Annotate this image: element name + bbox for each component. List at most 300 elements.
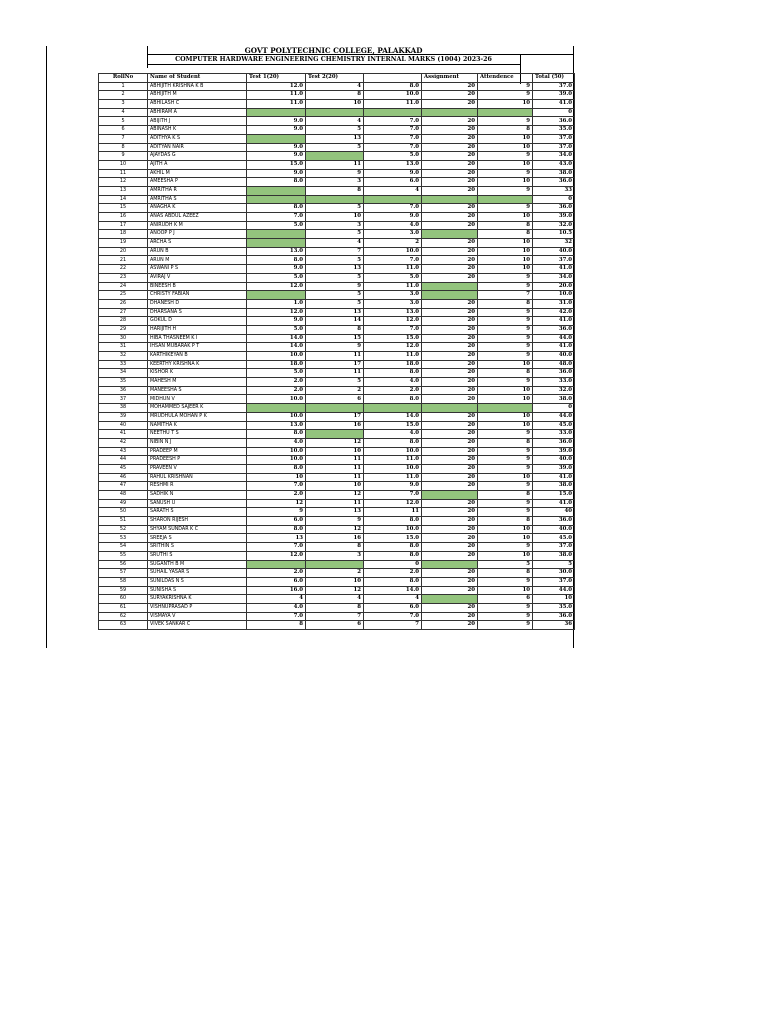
cell-test2: 5 <box>306 143 364 152</box>
cell-attendence: 10 <box>478 247 533 256</box>
cell-assignment: 20 <box>422 438 478 447</box>
cell-name: ABHIRAM A <box>148 108 247 117</box>
cell-name: SREEJA S <box>148 534 247 543</box>
cell-total: 40.0 <box>533 456 575 465</box>
cell-test1: 10.0 <box>247 352 306 361</box>
cell-best-of-tests: 5.0 <box>364 152 422 161</box>
cell-rollno: 32 <box>99 352 148 361</box>
cell-test1: 8.0 <box>247 204 306 213</box>
cell-rollno: 14 <box>99 195 148 204</box>
cell-total: 40.0 <box>533 247 575 256</box>
cell-test1 <box>247 239 306 248</box>
table-row <box>99 169 575 178</box>
table-row <box>99 482 575 491</box>
cell-total: 10.0 <box>533 291 575 300</box>
cell-test2: 4 <box>306 239 364 248</box>
cell-rollno: 9 <box>99 152 148 161</box>
cell-test1 <box>247 291 306 300</box>
cell-assignment: 20 <box>422 126 478 135</box>
table-row <box>99 447 575 456</box>
cell-best-of-tests: 5.0 <box>364 273 422 282</box>
table-row <box>99 282 575 291</box>
cell-test1: 10.0 <box>247 447 306 456</box>
cell-name: MANEESHA S <box>148 386 247 395</box>
cell-rollno: 41 <box>99 430 148 439</box>
table-row <box>99 317 575 326</box>
table-row <box>99 430 575 439</box>
cell-best-of-tests: 15.0 <box>364 421 422 430</box>
cell-test2: 11 <box>306 456 364 465</box>
table-row <box>99 325 575 334</box>
cell-rollno: 16 <box>99 213 148 222</box>
cell-attendence: 9 <box>478 577 533 586</box>
cell-assignment: 20 <box>422 621 478 630</box>
cell-assignment: 20 <box>422 369 478 378</box>
cell-total: 38.0 <box>533 169 575 178</box>
cell-rollno: 25 <box>99 291 148 300</box>
cell-test1: 9 <box>247 508 306 517</box>
cell-test1: 8.0 <box>247 256 306 265</box>
cell-assignment: 20 <box>422 499 478 508</box>
cell-assignment: 20 <box>422 308 478 317</box>
cell-total: 34.0 <box>533 152 575 161</box>
cell-total: 31.0 <box>533 299 575 308</box>
table-row <box>99 334 575 343</box>
cell-total: 41.0 <box>533 499 575 508</box>
table-row <box>99 247 575 256</box>
cell-assignment <box>422 230 478 239</box>
cell-name: PRADEESH P <box>148 456 247 465</box>
cell-rollno: 5 <box>99 117 148 126</box>
cell-best-of-tests: 18.0 <box>364 360 422 369</box>
cell-test1: 9.0 <box>247 169 306 178</box>
cell-test2: 10 <box>306 213 364 222</box>
cell-test1: 10.0 <box>247 456 306 465</box>
cell-test1: 1.0 <box>247 299 306 308</box>
cell-best-of-tests: 2.0 <box>364 569 422 578</box>
cell-name: SHYAM SUNDAR K C <box>148 525 247 534</box>
cell-test2: 12 <box>306 525 364 534</box>
cell-test1: 2.0 <box>247 378 306 387</box>
cell-name: NEETHU T S <box>148 430 247 439</box>
cell-test1: 8.0 <box>247 525 306 534</box>
cell-test1: 7.0 <box>247 612 306 621</box>
cell-test2: 13 <box>306 508 364 517</box>
cell-assignment: 20 <box>422 91 478 100</box>
cell-test2: 3 <box>306 178 364 187</box>
cell-attendence: 10 <box>478 395 533 404</box>
cell-test1 <box>247 134 306 143</box>
cell-test2: 9 <box>306 282 364 291</box>
cell-name: MRUDHULA MOHAN P K <box>148 412 247 421</box>
cell-attendence: 8 <box>478 517 533 526</box>
cell-assignment: 20 <box>422 213 478 222</box>
cell-best-of-tests: 4.0 <box>364 378 422 387</box>
cell-rollno: 21 <box>99 256 148 265</box>
table-row <box>99 560 575 569</box>
table-row <box>99 378 575 387</box>
cell-test1: 4.0 <box>247 603 306 612</box>
cell-assignment: 20 <box>422 152 478 161</box>
cell-assignment: 20 <box>422 543 478 552</box>
cell-test2: 11 <box>306 473 364 482</box>
cell-assignment: 20 <box>422 143 478 152</box>
cell-best-of-tests: 6.0 <box>364 603 422 612</box>
cell-rollno: 56 <box>99 560 148 569</box>
cell-test2: 7 <box>306 612 364 621</box>
cell-assignment: 20 <box>422 430 478 439</box>
table-row <box>99 412 575 421</box>
cell-rollno: 30 <box>99 334 148 343</box>
cell-best-of-tests <box>364 108 422 117</box>
cell-test2: 5 <box>306 256 364 265</box>
cell-test2: 14 <box>306 317 364 326</box>
cell-assignment: 20 <box>422 464 478 473</box>
cell-assignment: 20 <box>422 612 478 621</box>
cell-test2: 16 <box>306 421 364 430</box>
table-row <box>99 491 575 500</box>
cell-total: 5 <box>533 560 575 569</box>
cell-name: ANOOP P J <box>148 230 247 239</box>
cell-assignment <box>422 282 478 291</box>
cell-rollno: 20 <box>99 247 148 256</box>
cell-best-of-tests: 12.0 <box>364 499 422 508</box>
cell-total: 30.0 <box>533 569 575 578</box>
cell-total: 15.0 <box>533 491 575 500</box>
cell-best-of-tests: 4 <box>364 186 422 195</box>
cell-best-of-tests: 12.0 <box>364 343 422 352</box>
cell-rollno: 50 <box>99 508 148 517</box>
cell-test2: 8 <box>306 603 364 612</box>
cell-best-of-tests: 2.0 <box>364 386 422 395</box>
cell-attendence: 10 <box>478 256 533 265</box>
cell-name: KEERTHY KRISHNA K <box>148 360 247 369</box>
cell-best-of-tests: 2 <box>364 239 422 248</box>
cell-best-of-tests: 8.0 <box>364 577 422 586</box>
cell-best-of-tests: 13.0 <box>364 160 422 169</box>
cell-total: 36 <box>533 621 575 630</box>
cell-test1: 13 <box>247 534 306 543</box>
cell-test2: 4 <box>306 595 364 604</box>
table-row <box>99 534 575 543</box>
cell-rollno: 42 <box>99 438 148 447</box>
table-header-row <box>99 74 575 83</box>
cell-test1: 13.0 <box>247 247 306 256</box>
cell-name: ARUN B <box>148 247 247 256</box>
cell-best-of-tests: 11.0 <box>364 100 422 109</box>
cell-test2: 10 <box>306 447 364 456</box>
cell-rollno: 18 <box>99 230 148 239</box>
cell-test1: 6.0 <box>247 577 306 586</box>
cell-attendence: 9 <box>478 464 533 473</box>
cell-total: 41.0 <box>533 100 575 109</box>
cell-attendence: 10 <box>478 473 533 482</box>
cell-test1: 4 <box>247 595 306 604</box>
cell-best-of-tests: 9.0 <box>364 169 422 178</box>
cell-test1: 7.0 <box>247 482 306 491</box>
cell-assignment: 20 <box>422 317 478 326</box>
cell-rollno: 35 <box>99 378 148 387</box>
cell-test1: 7.0 <box>247 213 306 222</box>
cell-assignment: 20 <box>422 160 478 169</box>
table-row <box>99 438 575 447</box>
table-row <box>99 464 575 473</box>
cell-name: ABIJITH J <box>148 117 247 126</box>
cell-rollno: 19 <box>99 239 148 248</box>
cell-total: 37.0 <box>533 543 575 552</box>
table-row <box>99 256 575 265</box>
cell-attendence: 9 <box>478 352 533 361</box>
cell-total: 36.0 <box>533 325 575 334</box>
table-row <box>99 108 575 117</box>
cell-test1: 15.0 <box>247 160 306 169</box>
table-row <box>99 499 575 508</box>
table-row <box>99 308 575 317</box>
cell-attendence: 8 <box>478 369 533 378</box>
cell-test2: 8 <box>306 91 364 100</box>
cell-attendence: 9 <box>478 204 533 213</box>
cell-best-of-tests: 10.0 <box>364 464 422 473</box>
cell-name: ABHILASH C <box>148 100 247 109</box>
cell-name: HIBA THASNEEM K I <box>148 334 247 343</box>
table-row <box>99 91 575 100</box>
cell-name: CHRISTY FABIAN <box>148 291 247 300</box>
table-row <box>99 421 575 430</box>
cell-test1: 9.0 <box>247 152 306 161</box>
table-row <box>99 369 575 378</box>
cell-assignment: 20 <box>422 325 478 334</box>
cell-total: 37.0 <box>533 134 575 143</box>
cell-total: 32.0 <box>533 221 575 230</box>
table-row <box>99 178 575 187</box>
table-row <box>99 612 575 621</box>
cell-name: RAHUL KRISHNAN <box>148 473 247 482</box>
cell-assignment: 20 <box>422 551 478 560</box>
cell-attendence: 9 <box>478 117 533 126</box>
cell-attendence: 10 <box>478 178 533 187</box>
cell-test2: 15 <box>306 334 364 343</box>
table-row <box>99 186 575 195</box>
table-row <box>99 204 575 213</box>
cell-rollno: 33 <box>99 360 148 369</box>
cell-assignment: 20 <box>422 82 478 91</box>
cell-total: 36.0 <box>533 369 575 378</box>
cell-name: ANAS ABDUL AZEEZ <box>148 213 247 222</box>
cell-test2: 11 <box>306 464 364 473</box>
cell-best-of-tests: 8.0 <box>364 517 422 526</box>
cell-test2: 8 <box>306 186 364 195</box>
cell-test1 <box>247 230 306 239</box>
cell-name: AMEESHA P <box>148 178 247 187</box>
cell-attendence: 9 <box>478 508 533 517</box>
cell-assignment: 20 <box>422 456 478 465</box>
table-row <box>99 273 575 282</box>
cell-test1 <box>247 195 306 204</box>
cell-rollno: 37 <box>99 395 148 404</box>
table-row <box>99 569 575 578</box>
cell-attendence: 9 <box>478 317 533 326</box>
cell-test2: 5 <box>306 273 364 282</box>
cell-attendence: 9 <box>478 325 533 334</box>
cell-name: SURYAKRISHNA K <box>148 595 247 604</box>
cell-name: SUHAIL YASAR S <box>148 569 247 578</box>
cell-best-of-tests: 15.0 <box>364 534 422 543</box>
table-row <box>99 395 575 404</box>
cell-total: 10.5 <box>533 230 575 239</box>
cell-rollno: 4 <box>99 108 148 117</box>
cell-rollno: 44 <box>99 456 148 465</box>
cell-name: ABHIJITH KRISHNA K B <box>148 82 247 91</box>
cell-attendence: 9 <box>478 82 533 91</box>
cell-attendence: 10 <box>478 551 533 560</box>
table-row <box>99 134 575 143</box>
cell-test2: 6 <box>306 395 364 404</box>
cell-test2 <box>306 404 364 413</box>
cell-assignment: 20 <box>422 343 478 352</box>
cell-name: HARIJITH H <box>148 325 247 334</box>
cell-best-of-tests: 7.0 <box>364 325 422 334</box>
cell-test1: 13.0 <box>247 421 306 430</box>
cell-name: MOHAMMED SAJEER K <box>148 404 247 413</box>
cell-assignment <box>422 491 478 500</box>
cell-attendence: 9 <box>478 603 533 612</box>
cell-attendence: 9 <box>478 482 533 491</box>
cell-attendence: 8 <box>478 230 533 239</box>
cell-assignment: 20 <box>422 508 478 517</box>
cell-test1: 14.0 <box>247 334 306 343</box>
cell-assignment <box>422 195 478 204</box>
cell-name: KARTHIKEYAN B <box>148 352 247 361</box>
cell-test1: 12.0 <box>247 82 306 91</box>
cell-rollno: 13 <box>99 186 148 195</box>
cell-rollno: 8 <box>99 143 148 152</box>
cell-test1: 11.0 <box>247 100 306 109</box>
table-row <box>99 508 575 517</box>
cell-test1: 5.0 <box>247 273 306 282</box>
cell-rollno: 15 <box>99 204 148 213</box>
cell-assignment: 20 <box>422 352 478 361</box>
cell-assignment <box>422 595 478 604</box>
cell-total: 44.0 <box>533 334 575 343</box>
cell-rollno: 52 <box>99 525 148 534</box>
header-attendence: Attendence <box>478 74 533 83</box>
cell-test1: 14.0 <box>247 343 306 352</box>
cell-assignment <box>422 404 478 413</box>
cell-attendence: 9 <box>478 612 533 621</box>
cell-best-of-tests: 11 <box>364 508 422 517</box>
cell-test2: 9 <box>306 169 364 178</box>
cell-name: ADITHYA K S <box>148 134 247 143</box>
cell-total: 36.0 <box>533 438 575 447</box>
cell-rollno: 22 <box>99 265 148 274</box>
table-row <box>99 360 575 369</box>
cell-best-of-tests: 12.0 <box>364 317 422 326</box>
cell-attendence: 9 <box>478 152 533 161</box>
cell-rollno: 62 <box>99 612 148 621</box>
cell-test1 <box>247 108 306 117</box>
cell-attendence: 10 <box>478 239 533 248</box>
cell-attendence: 9 <box>478 169 533 178</box>
cell-total: 39.0 <box>533 91 575 100</box>
cell-test2 <box>306 108 364 117</box>
cell-test2 <box>306 195 364 204</box>
cell-total: 40.0 <box>533 352 575 361</box>
cell-test2: 8 <box>306 543 364 552</box>
cell-test1: 5.0 <box>247 369 306 378</box>
cell-test2: 5 <box>306 291 364 300</box>
cell-rollno: 38 <box>99 404 148 413</box>
cell-best-of-tests: 15.0 <box>364 334 422 343</box>
cell-test2: 5 <box>306 230 364 239</box>
cell-total: 41.0 <box>533 317 575 326</box>
cell-attendence: 9 <box>478 621 533 630</box>
cell-name: SHARON RIJESH <box>148 517 247 526</box>
cell-best-of-tests: 10.0 <box>364 525 422 534</box>
cell-name: KISHOR K <box>148 369 247 378</box>
left-border <box>46 46 47 648</box>
cell-test1: 16.0 <box>247 586 306 595</box>
cell-test1: 12 <box>247 499 306 508</box>
table-row <box>99 621 575 630</box>
cell-attendence: 8 <box>478 126 533 135</box>
cell-test1: 5.0 <box>247 325 306 334</box>
cell-attendence: 10 <box>478 265 533 274</box>
cell-best-of-tests: 3.0 <box>364 230 422 239</box>
cell-test1: 9.0 <box>247 117 306 126</box>
cell-assignment: 20 <box>422 517 478 526</box>
cell-name: PRAVEEN V <box>148 464 247 473</box>
cell-best-of-tests: 7.0 <box>364 256 422 265</box>
cell-test2: 3 <box>306 551 364 560</box>
cell-assignment: 20 <box>422 421 478 430</box>
cell-name: AVIRAJ V <box>148 273 247 282</box>
cell-name: ANAGHA K <box>148 204 247 213</box>
cell-rollno: 34 <box>99 369 148 378</box>
cell-total: 0 <box>533 108 575 117</box>
cell-best-of-tests: 8.0 <box>364 369 422 378</box>
table-row <box>99 343 575 352</box>
cell-rollno: 53 <box>99 534 148 543</box>
cell-test2: 11 <box>306 499 364 508</box>
cell-total: 44.0 <box>533 412 575 421</box>
cell-best-of-tests: 8.0 <box>364 543 422 552</box>
cell-best-of-tests: 8.0 <box>364 438 422 447</box>
cell-attendence: 9 <box>478 447 533 456</box>
cell-total: 0 <box>533 404 575 413</box>
cell-test1 <box>247 404 306 413</box>
cell-test2: 2 <box>306 569 364 578</box>
header-best <box>364 74 422 83</box>
cell-rollno: 31 <box>99 343 148 352</box>
table-row <box>99 577 575 586</box>
cell-total: 36.0 <box>533 517 575 526</box>
cell-best-of-tests: 7 <box>364 621 422 630</box>
cell-assignment: 20 <box>422 265 478 274</box>
cell-test1: 10 <box>247 473 306 482</box>
cell-test2: 4 <box>306 117 364 126</box>
cell-assignment: 20 <box>422 299 478 308</box>
marks-table <box>98 73 575 630</box>
cell-total: 38.0 <box>533 551 575 560</box>
cell-best-of-tests: 6.0 <box>364 178 422 187</box>
table-row <box>99 82 575 91</box>
cell-rollno: 61 <box>99 603 148 612</box>
table-row <box>99 152 575 161</box>
cell-best-of-tests: 10.0 <box>364 247 422 256</box>
cell-best-of-tests: 8.0 <box>364 395 422 404</box>
cell-best-of-tests: 8.0 <box>364 551 422 560</box>
cell-assignment: 20 <box>422 169 478 178</box>
